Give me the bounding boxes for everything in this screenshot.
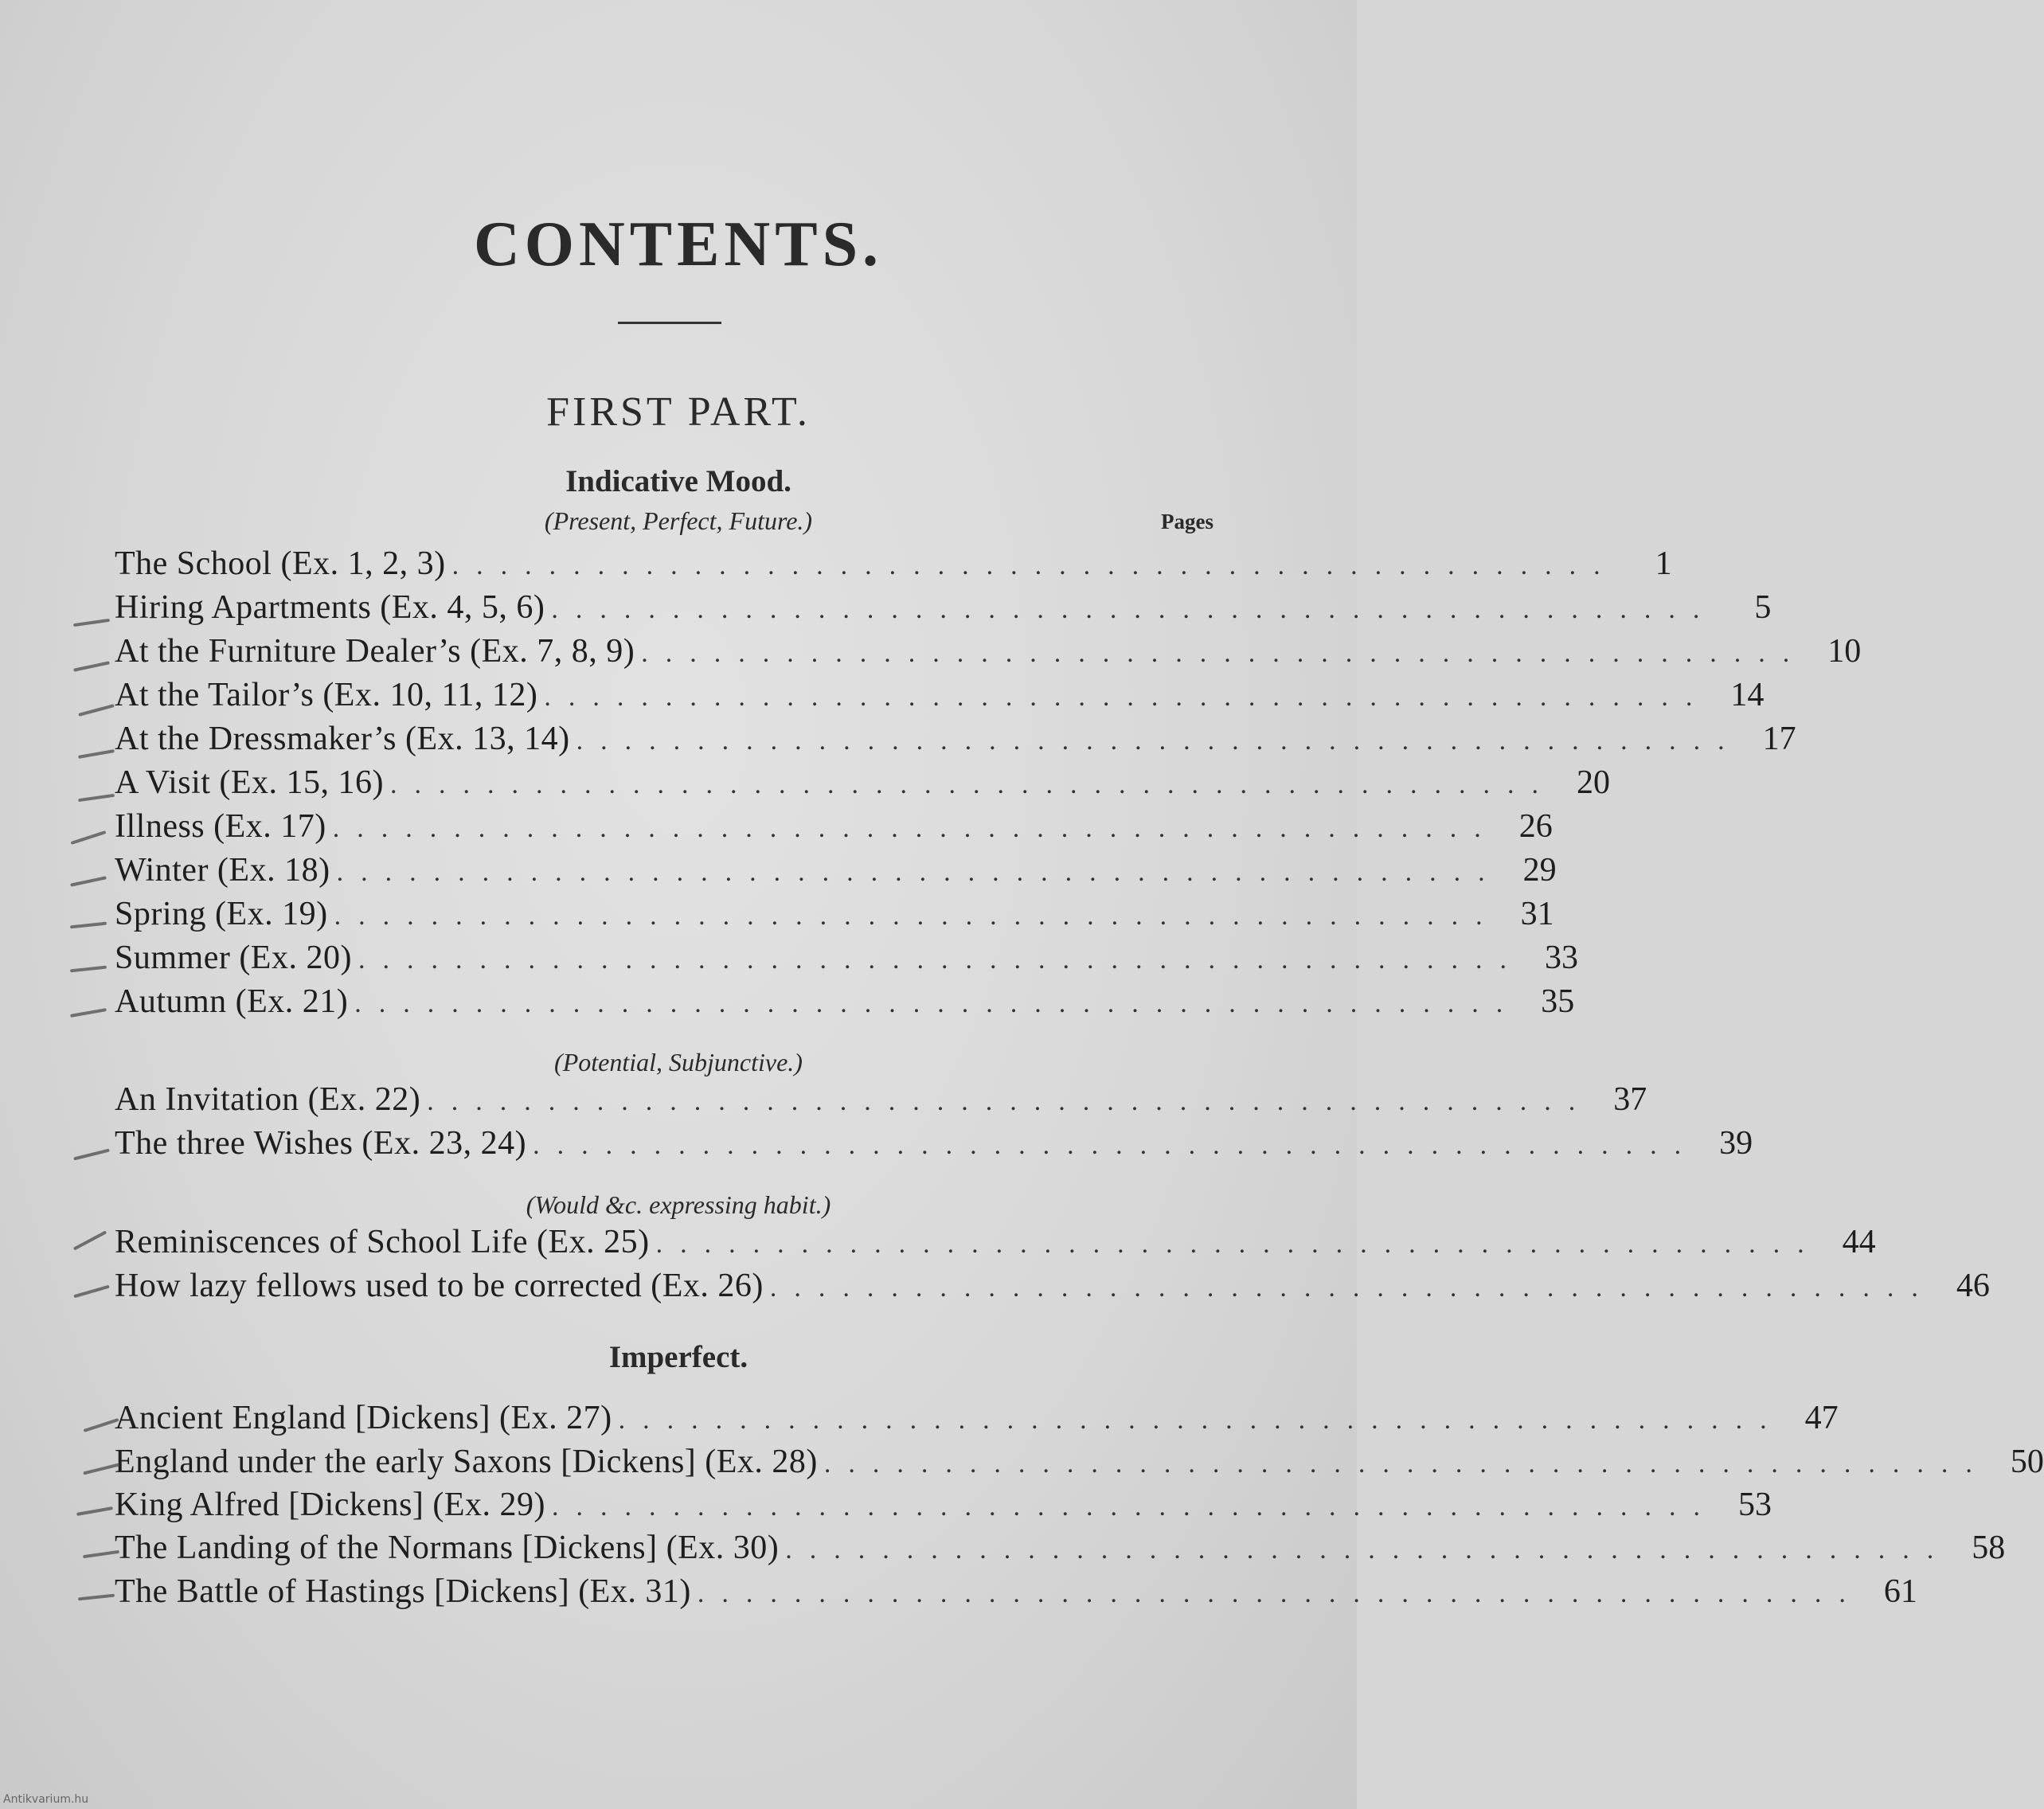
toc-entry[interactable]: Ancient England [Dickens] (Ex. 27) ................................................ 47 (115, 1400, 1839, 1436)
page-title: CONTENTS. (473, 209, 884, 279)
toc-entry[interactable]: At the Tailor’s (Ex. 10, 11, 12) ................................................ 14 (115, 677, 1765, 713)
entry-title: At the Dressmaker’s (Ex. 13, 14) (115, 721, 570, 757)
toc-entry[interactable]: Spring (Ex. 19) ................................................ 31 (115, 896, 1554, 932)
entry-title: The Battle of Hastings [Dickens] (Ex. 31) (115, 1573, 691, 1610)
pencil-mark (71, 830, 107, 845)
entry-title: The three Wishes (Ex. 23, 24) (115, 1125, 527, 1162)
pencil-mark (78, 794, 115, 802)
entry-page: 29 (1522, 852, 1557, 889)
toc-entry[interactable]: Reminiscences of School Life (Ex. 25) ................................................ 44 (115, 1224, 1876, 1260)
toc-entry[interactable]: Hiring Apartments (Ex. 4, 5, 6) ................................................ 5 (115, 589, 1772, 626)
entry-title: Winter (Ex. 18) (115, 852, 330, 889)
part-heading: FIRST PART. (546, 389, 811, 435)
pencil-mark (78, 704, 114, 717)
pencil-mark (73, 1148, 110, 1160)
pencil-mark (78, 749, 115, 759)
entry-title: England under the early Saxons [Dickens] (Ex. 28) (115, 1444, 818, 1480)
entry-title: How lazy fellows used to be corrected (Ex. 26) (115, 1268, 764, 1304)
entry-page: 26 (1518, 808, 1553, 845)
section-heading-imperfect: Imperfect. (608, 1340, 748, 1374)
entry-title: King Alfred [Dickens] (Ex. 29) (115, 1487, 546, 1523)
toc-entry[interactable]: Winter (Ex. 18) ................................................ 29 (115, 852, 1557, 889)
section-note-would: (Would &c. expressing habit.) (526, 1190, 831, 1219)
entry-title: Hiring Apartments (Ex. 4, 5, 6) (115, 589, 545, 626)
toc-entry[interactable]: An Invitation (Ex. 22) ................................................ 37 (115, 1081, 1647, 1118)
entry-page: 17 (1762, 721, 1796, 757)
toc-entry[interactable]: King Alfred [Dickens] (Ex. 29) ................................................ 53 (115, 1487, 1772, 1523)
toc-entry[interactable]: The School (Ex. 1, 2, 3) ................................................ 1 (115, 545, 1672, 582)
section-note-potential: (Potential, Subjunctive.) (554, 1048, 803, 1076)
pencil-mark (78, 1594, 115, 1601)
entry-page: 53 (1738, 1487, 1772, 1523)
pencil-mark (83, 1463, 119, 1475)
entry-title: A Visit (Ex. 15, 16) (115, 764, 385, 801)
pencil-mark (76, 1506, 113, 1516)
toc-entry[interactable]: Autumn (Ex. 21) ................................................ 35 (115, 983, 1575, 1020)
entry-title: Illness (Ex. 17) (115, 808, 326, 845)
toc-entry[interactable]: England under the early Saxons [Dickens] (Ex. 28) ................................................ 50 (115, 1444, 2044, 1480)
entry-page: 31 (1520, 896, 1554, 932)
entry-page: 46 (1956, 1268, 1990, 1304)
pencil-mark (73, 1230, 107, 1250)
entry-title: Autumn (Ex. 21) (115, 983, 349, 1020)
watermark: Antikvarium.hu (3, 1793, 89, 1806)
section-note-present: (Present, Perfect, Future.) (544, 506, 813, 535)
toc-entry[interactable]: The three Wishes (Ex. 23, 24) ................................................ 39 (115, 1125, 1753, 1162)
pages-column-label: Pages (1161, 510, 1214, 533)
toc-entry[interactable]: How lazy fellows used to be corrected (Ex. 26) ................................................ 46 (115, 1268, 1990, 1304)
entry-page: 39 (1719, 1125, 1753, 1162)
entry-page: 44 (1842, 1224, 1876, 1260)
pencil-mark (70, 876, 107, 886)
toc-entry[interactable]: A Visit (Ex. 15, 16) ................................................ 20 (115, 764, 1611, 801)
entry-page: 35 (1541, 983, 1575, 1020)
entry-title: Ancient England [Dickens] (Ex. 27) (115, 1400, 612, 1436)
entry-page: 37 (1613, 1081, 1647, 1118)
title-rule (618, 322, 721, 324)
pencil-mark (84, 1418, 119, 1432)
entry-title: At the Tailor’s (Ex. 10, 11, 12) (115, 677, 538, 713)
entry-title: Summer (Ex. 20) (115, 940, 352, 976)
entry-title: The School (Ex. 1, 2, 3) (115, 545, 446, 582)
toc-entry[interactable]: The Battle of Hastings [Dickens] (Ex. 31) ................................................ 61 (115, 1573, 1917, 1610)
pencil-mark (73, 619, 110, 627)
entry-page: 61 (1883, 1573, 1917, 1610)
pencil-mark (73, 661, 110, 671)
entry-title: The Landing of the Normans [Dickens] (Ex. 30) (115, 1530, 780, 1566)
toc-entry[interactable]: At the Furniture Dealer’s (Ex. 7, 8, 9) ................................................ 10 (115, 633, 1862, 670)
entry-page: 10 (1827, 633, 1862, 670)
toc-entry[interactable]: The Landing of the Normans [Dickens] (Ex. 30) ................................................ 58 (115, 1530, 2006, 1566)
entry-title: At the Furniture Dealer’s (Ex. 7, 8, 9) (115, 633, 635, 670)
entry-title: An Invitation (Ex. 22) (115, 1081, 421, 1118)
pencil-mark (73, 1285, 109, 1299)
toc-entry[interactable]: Summer (Ex. 20) ................................................ 33 (115, 940, 1578, 976)
entry-page: 20 (1577, 764, 1611, 801)
entry-page: 50 (2010, 1444, 2044, 1480)
toc-entry[interactable]: At the Dressmaker’s (Ex. 13, 14) ................................................ 17 (115, 721, 1796, 757)
entry-page: 5 (1754, 589, 1772, 626)
entry-title: Spring (Ex. 19) (115, 896, 328, 932)
entry-page: 58 (1972, 1530, 2006, 1566)
entry-title: Reminiscences of School Life (Ex. 25) (115, 1224, 650, 1260)
pencil-mark (70, 922, 107, 929)
entry-page: 47 (1804, 1400, 1839, 1436)
toc-entry[interactable]: Illness (Ex. 17) ................................................ 26 (115, 808, 1553, 845)
pencil-mark (70, 966, 107, 973)
pencil-mark (70, 1008, 107, 1018)
section-heading-indicative: Indicative Mood. (565, 464, 791, 498)
entry-page: 1 (1655, 545, 1672, 582)
entry-page: 33 (1544, 940, 1578, 976)
entry-page: 14 (1730, 677, 1765, 713)
